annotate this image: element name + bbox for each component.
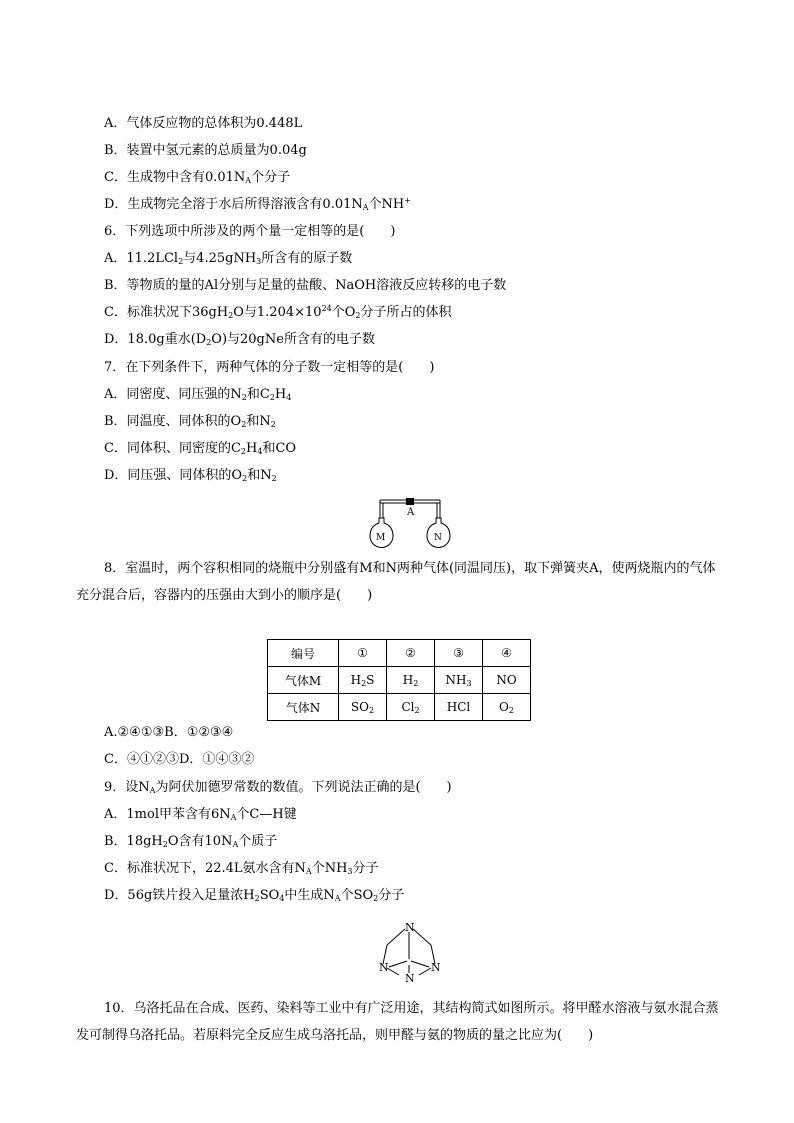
table-cell: $H_2S$ xyxy=(339,667,387,694)
q7-option-c: C．同体积、同密度的$C_2H_4$和CO xyxy=(104,441,297,456)
q5-option-b: B．装置中氢元素的总质量为0.04g xyxy=(104,143,307,158)
atom-label: N xyxy=(405,972,415,985)
q6-option-b: B．等物质的量的Al分别与足量的盐酸、NaOH溶液反应转移的电子数 xyxy=(104,278,507,293)
q7-stem: 7．在下列条件下，两种气体的分子数一定相等的是( ) xyxy=(104,360,435,375)
q5-option-a: A．气体反应物的总体积为0.448L xyxy=(104,116,303,131)
table-row xyxy=(268,640,531,667)
atom-label: N xyxy=(431,961,441,974)
q9-stem: 9．设$N_A$为阿伏加德罗常数的数值。下列说法正确的是( ) xyxy=(104,780,452,795)
table-cell: $SO_2$ xyxy=(339,694,387,721)
atom-label: N xyxy=(379,961,389,974)
q8-stem: 8．室温时，两个容积相同的烧瓶中分别盛有M和N两种气体(同温同压)，取下弹簧夹A，使两烧瓶内的气体充分混合后，容器内的压强由大到小的顺序是( ) xyxy=(76,561,716,603)
table-header-cell: ② xyxy=(387,640,435,667)
q6-option-a: A．11.2LCl$_2$与4.25gNH$_3$所含有的原子数 xyxy=(104,251,353,266)
urotropine-structure-diagram xyxy=(367,915,459,987)
q9-option-c: C．标准状况下，22.4L氨水含有$N_A$个$NH_3$分子 xyxy=(104,861,379,876)
table-header-cell: ③ xyxy=(435,640,483,667)
table-cell: $NH_3$ xyxy=(435,667,483,694)
table-row-label: 气体M xyxy=(268,667,339,694)
q5-option-c: C．生成物中含有$0.01N_A$个分子 xyxy=(104,170,291,185)
table-cell: $Cl_2$ xyxy=(387,694,435,721)
q7-option-a: A．同密度、同压强的$N_2$和$C_2H_4$ xyxy=(104,387,292,402)
q7-option-d: D．同压强、同体积的$O_2$和$N_2$ xyxy=(104,468,277,483)
flask-apparatus-diagram xyxy=(362,493,458,551)
q8-options-ab: A.②④①③B．①②③④ xyxy=(104,725,234,740)
q9-option-b: B．$18gH_2O$含有$10N_A$个质子 xyxy=(104,834,278,849)
q6-option-c: C．标准状况下$36gH_2O$与$1.204\times 10^{24}$个$O_2$分子所占的体积 xyxy=(104,304,452,320)
flask-n-label: N xyxy=(434,533,442,543)
table-cell: NO xyxy=(483,667,531,694)
q9-option-d: D．56g铁片投入足量浓$H_2SO_4$中生成$N_A$个$SO_2$分子 xyxy=(104,888,405,903)
spring-clamp-icon xyxy=(406,498,414,505)
table-row xyxy=(268,667,531,694)
table-row-label: 气体N xyxy=(268,694,339,721)
atom-label: N xyxy=(405,921,415,934)
q10-stem: 10．乌洛托品在合成、医药、染料等工业中有广泛用途，其结构简式如图所示。将甲醛水溶液与氨水混合蒸发可制得乌洛托品。若原料完全反应生成乌洛托品，则甲醛与氨的物质的量之比应为( ) xyxy=(76,1001,719,1043)
q6-option-d: D．18.0g重水$(D_2O)$与20gNe所含有的电子数 xyxy=(104,332,375,347)
gas-table xyxy=(267,639,531,721)
table-cell: HCl xyxy=(435,694,483,721)
table-header-cell: 编号 xyxy=(268,640,339,667)
q9-option-a: A．1mol甲苯含有$6N_A$个C—H键 xyxy=(104,807,297,822)
table-row xyxy=(268,694,531,721)
q6-stem: 6．下列选项中所涉及的两个量一定相等的是( ) xyxy=(104,224,396,239)
table-header-cell: ① xyxy=(339,640,387,667)
q7-option-b: B．同温度、同体积的$O_2$和$N_2$ xyxy=(104,414,276,429)
flask-m-label: M xyxy=(376,533,386,543)
q5-option-d: D．生成物完全溶于水后所得溶液含有$0.01N_A$个NH+ xyxy=(104,196,411,212)
table-cell: $H_2$ xyxy=(387,667,435,694)
clamp-label: A xyxy=(407,507,415,518)
table-header-cell: ④ xyxy=(483,640,531,667)
q8-options-cd: C．④①②③D．①④③② xyxy=(104,752,255,767)
table-cell: $O_2$ xyxy=(483,694,531,721)
